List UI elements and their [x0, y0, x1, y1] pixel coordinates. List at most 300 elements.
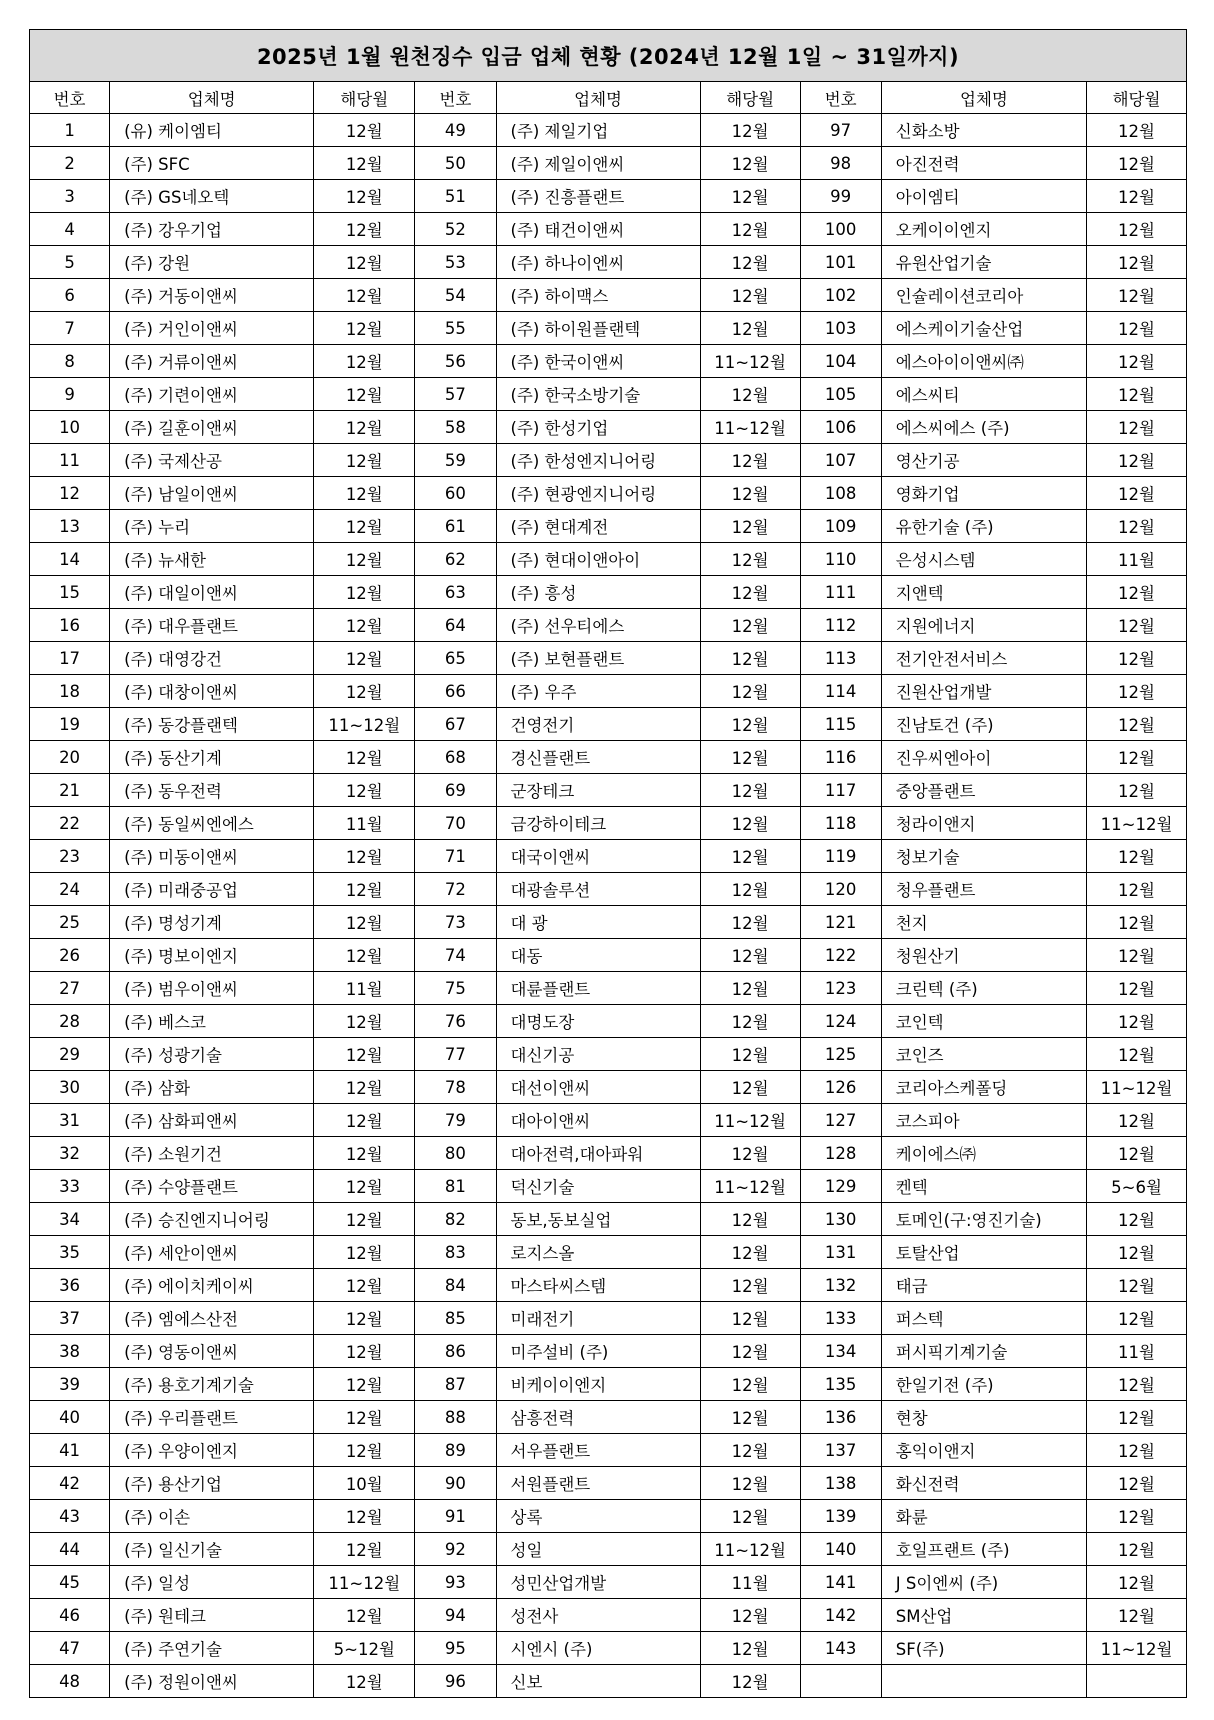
- row-number: 66: [415, 675, 496, 708]
- table-row: [30, 609, 1187, 642]
- row-number: 102: [800, 279, 881, 312]
- row-number: 68: [415, 741, 496, 774]
- applicable-month: 12월: [700, 1599, 800, 1632]
- company-name: 에스케이기술산업: [881, 312, 1086, 345]
- table-row: [30, 114, 1187, 147]
- company-name: (주) 제일이앤씨: [496, 147, 700, 180]
- company-name: 천지: [881, 906, 1086, 939]
- company-name: (주) 우양이엔지: [110, 1434, 314, 1467]
- company-name: 에스씨티: [881, 378, 1086, 411]
- row-number: 18: [30, 675, 110, 708]
- applicable-month: 12월: [314, 1368, 415, 1401]
- row-number: 89: [415, 1434, 496, 1467]
- company-name: 삼흥전력: [496, 1401, 700, 1434]
- applicable-month: 12월: [700, 609, 800, 642]
- row-number: 38: [30, 1335, 110, 1368]
- applicable-month: 12월: [314, 444, 415, 477]
- table-row: [30, 1104, 1187, 1137]
- applicable-month: 12월: [314, 1302, 415, 1335]
- applicable-month: 12월: [314, 1665, 415, 1698]
- row-number: 76: [415, 1005, 496, 1038]
- company-name: (주) 범우이앤씨: [110, 972, 314, 1005]
- applicable-month: 11~12월: [314, 708, 415, 741]
- applicable-month: 12월: [314, 312, 415, 345]
- company-name: (주) 한국소방기술: [496, 378, 700, 411]
- applicable-month: 12월: [1087, 1434, 1187, 1467]
- row-number: 82: [415, 1203, 496, 1236]
- company-name: (주) 동산기계: [110, 741, 314, 774]
- company-name: (주) 이손: [110, 1500, 314, 1533]
- applicable-month: 12월: [700, 840, 800, 873]
- company-name: 금강하이테크: [496, 807, 700, 840]
- company-name: (주) 엠에스산전: [110, 1302, 314, 1335]
- applicable-month: 12월: [700, 1137, 800, 1170]
- row-number: 134: [800, 1335, 881, 1368]
- applicable-month: 5~6월: [1087, 1170, 1187, 1203]
- row-number: 78: [415, 1071, 496, 1104]
- company-name: 미주설비 (주): [496, 1335, 700, 1368]
- row-number: 107: [800, 444, 881, 477]
- applicable-month: 11월: [314, 972, 415, 1005]
- company-name: J S이엔씨 (주): [881, 1566, 1086, 1599]
- company-name: (주) 명보이엔지: [110, 939, 314, 972]
- applicable-month: 11~12월: [700, 345, 800, 378]
- applicable-month: 12월: [1087, 444, 1187, 477]
- applicable-month: 12월: [700, 1236, 800, 1269]
- table-row: [30, 1302, 1187, 1335]
- company-name: (주) 한국이앤씨: [496, 345, 700, 378]
- row-number: 64: [415, 609, 496, 642]
- company-name: (주) 동일씨엔에스: [110, 807, 314, 840]
- row-number: 96: [415, 1665, 496, 1698]
- row-number: 116: [800, 741, 881, 774]
- company-name: (주) 대창이앤씨: [110, 675, 314, 708]
- company-name: 신보: [496, 1665, 700, 1698]
- table-row: [30, 1137, 1187, 1170]
- row-number: 69: [415, 774, 496, 807]
- row-number: [800, 1665, 881, 1698]
- table-row: [30, 477, 1187, 510]
- applicable-month: 12월: [700, 279, 800, 312]
- applicable-month: 12월: [700, 543, 800, 576]
- row-number: 92: [415, 1533, 496, 1566]
- header-company: 업체명: [496, 82, 700, 114]
- company-name: (주) 한성기업: [496, 411, 700, 444]
- row-number: 99: [800, 180, 881, 213]
- company-name: 청원산기: [881, 939, 1086, 972]
- applicable-month: 12월: [1087, 1269, 1187, 1302]
- table-row: [30, 1533, 1187, 1566]
- row-number: 16: [30, 609, 110, 642]
- company-name: 대륜플랜트: [496, 972, 700, 1005]
- row-number: 94: [415, 1599, 496, 1632]
- row-number: 34: [30, 1203, 110, 1236]
- applicable-month: 12월: [700, 147, 800, 180]
- company-name: 영화기업: [881, 477, 1086, 510]
- header-month: 해당월: [700, 82, 800, 114]
- applicable-month: 12월: [700, 708, 800, 741]
- applicable-month: 12월: [1087, 246, 1187, 279]
- applicable-month: 12월: [1087, 1599, 1187, 1632]
- header-number: 번호: [415, 82, 496, 114]
- company-name: 서우플랜트: [496, 1434, 700, 1467]
- applicable-month: 12월: [1087, 906, 1187, 939]
- applicable-month: 12월: [314, 873, 415, 906]
- applicable-month: 12월: [1087, 1005, 1187, 1038]
- applicable-month: 11~12월: [700, 1170, 800, 1203]
- applicable-month: 11~12월: [1087, 1071, 1187, 1104]
- company-name: 대아전력,대아파워: [496, 1137, 700, 1170]
- table-row: [30, 1071, 1187, 1104]
- row-number: 50: [415, 147, 496, 180]
- row-number: 41: [30, 1434, 110, 1467]
- company-name: (주) 명성기계: [110, 906, 314, 939]
- company-name: 대동: [496, 939, 700, 972]
- row-number: 139: [800, 1500, 881, 1533]
- applicable-month: 12월: [1087, 675, 1187, 708]
- applicable-month: 12월: [1087, 741, 1187, 774]
- company-name: 호일프랜트 (주): [881, 1533, 1086, 1566]
- company-name: 토탈산업: [881, 1236, 1086, 1269]
- company-name: (주) 일신기술: [110, 1533, 314, 1566]
- applicable-month: [1087, 1665, 1187, 1698]
- company-name: 은성시스템: [881, 543, 1086, 576]
- company-name: SM산업: [881, 1599, 1086, 1632]
- applicable-month: 11월: [1087, 1335, 1187, 1368]
- applicable-month: 12월: [314, 642, 415, 675]
- row-number: 6: [30, 279, 110, 312]
- applicable-month: 12월: [314, 246, 415, 279]
- row-number: 101: [800, 246, 881, 279]
- row-number: 58: [415, 411, 496, 444]
- row-number: 141: [800, 1566, 881, 1599]
- applicable-month: 12월: [314, 1236, 415, 1269]
- row-number: 103: [800, 312, 881, 345]
- row-number: 105: [800, 378, 881, 411]
- company-name: (주) GS네오텍: [110, 180, 314, 213]
- company-name: 현창: [881, 1401, 1086, 1434]
- table-row: [30, 972, 1187, 1005]
- row-number: 109: [800, 510, 881, 543]
- row-number: 17: [30, 642, 110, 675]
- company-name: 대광솔루션: [496, 873, 700, 906]
- row-number: 13: [30, 510, 110, 543]
- company-name: 켄텍: [881, 1170, 1086, 1203]
- applicable-month: 12월: [700, 873, 800, 906]
- applicable-month: 12월: [314, 609, 415, 642]
- applicable-month: 12월: [1087, 510, 1187, 543]
- row-number: 28: [30, 1005, 110, 1038]
- company-name: 동보,동보실업: [496, 1203, 700, 1236]
- row-number: 81: [415, 1170, 496, 1203]
- table-row: [30, 576, 1187, 609]
- row-number: 62: [415, 543, 496, 576]
- applicable-month: 12월: [700, 1467, 800, 1500]
- row-number: 9: [30, 378, 110, 411]
- company-name: 토메인(구:영진기술): [881, 1203, 1086, 1236]
- company-name: (주) SFC: [110, 147, 314, 180]
- table-row: [30, 1665, 1187, 1698]
- applicable-month: 12월: [1087, 1104, 1187, 1137]
- applicable-month: 12월: [314, 774, 415, 807]
- company-name: 중앙플랜트: [881, 774, 1086, 807]
- row-number: 125: [800, 1038, 881, 1071]
- row-number: 108: [800, 477, 881, 510]
- header-number: 번호: [30, 82, 110, 114]
- table-row: [30, 840, 1187, 873]
- applicable-month: 12월: [700, 1071, 800, 1104]
- company-name: 진남토건 (주): [881, 708, 1086, 741]
- applicable-month: 12월: [314, 1533, 415, 1566]
- table-row: [30, 1632, 1187, 1665]
- row-number: 133: [800, 1302, 881, 1335]
- applicable-month: 12월: [700, 180, 800, 213]
- applicable-month: 12월: [1087, 642, 1187, 675]
- row-number: 137: [800, 1434, 881, 1467]
- company-name: 경신플랜트: [496, 741, 700, 774]
- applicable-month: 12월: [700, 444, 800, 477]
- applicable-month: 12월: [700, 741, 800, 774]
- company-name: 청라이앤지: [881, 807, 1086, 840]
- row-number: 61: [415, 510, 496, 543]
- applicable-month: 12월: [1087, 279, 1187, 312]
- row-number: 74: [415, 939, 496, 972]
- row-number: 27: [30, 972, 110, 1005]
- row-number: 63: [415, 576, 496, 609]
- company-name: (주) 보현플랜트: [496, 642, 700, 675]
- company-name: (주) 소원기건: [110, 1137, 314, 1170]
- table-row: [30, 312, 1187, 345]
- company-name: (주) 국제산공: [110, 444, 314, 477]
- applicable-month: 12월: [1087, 840, 1187, 873]
- applicable-month: 11~12월: [1087, 1632, 1187, 1665]
- company-name: (주) 삼화: [110, 1071, 314, 1104]
- applicable-month: 12월: [1087, 1137, 1187, 1170]
- company-name: 진원산업개발: [881, 675, 1086, 708]
- row-number: 19: [30, 708, 110, 741]
- applicable-month: 12월: [700, 576, 800, 609]
- applicable-month: 12월: [1087, 147, 1187, 180]
- applicable-month: 12월: [700, 1038, 800, 1071]
- table-row: [30, 1500, 1187, 1533]
- row-number: 14: [30, 543, 110, 576]
- company-name: (주) 하이맥스: [496, 279, 700, 312]
- table-row: [30, 510, 1187, 543]
- company-name: (주) 대일이앤씨: [110, 576, 314, 609]
- applicable-month: 12월: [1087, 213, 1187, 246]
- company-name: 아진전력: [881, 147, 1086, 180]
- company-name: (주) 용산기업: [110, 1467, 314, 1500]
- row-number: 5: [30, 246, 110, 279]
- company-name: 오케이이엔지: [881, 213, 1086, 246]
- applicable-month: 12월: [314, 114, 415, 147]
- applicable-month: 12월: [700, 1632, 800, 1665]
- company-name: 에스씨에스 (주): [881, 411, 1086, 444]
- company-name: (주) 현광엔지니어링: [496, 477, 700, 510]
- applicable-month: 12월: [1087, 609, 1187, 642]
- applicable-month: 12월: [314, 477, 415, 510]
- company-name: 청우플랜트: [881, 873, 1086, 906]
- applicable-month: 12월: [314, 1104, 415, 1137]
- row-number: 65: [415, 642, 496, 675]
- company-name: SF(주): [881, 1632, 1086, 1665]
- row-number: 57: [415, 378, 496, 411]
- applicable-month: 12월: [700, 1401, 800, 1434]
- company-name: (주) 진흥플랜트: [496, 180, 700, 213]
- applicable-month: 12월: [314, 675, 415, 708]
- applicable-month: 12월: [314, 510, 415, 543]
- table-row: [30, 642, 1187, 675]
- company-name: 크린텍 (주): [881, 972, 1086, 1005]
- row-number: 21: [30, 774, 110, 807]
- company-name: 성민산업개발: [496, 1566, 700, 1599]
- applicable-month: 12월: [1087, 1500, 1187, 1533]
- applicable-month: 12월: [700, 939, 800, 972]
- company-name: 시엔시 (주): [496, 1632, 700, 1665]
- table-row: [30, 279, 1187, 312]
- row-number: 140: [800, 1533, 881, 1566]
- row-number: 119: [800, 840, 881, 873]
- row-number: 115: [800, 708, 881, 741]
- company-name: (주) 누리: [110, 510, 314, 543]
- applicable-month: 12월: [314, 939, 415, 972]
- table-row: [30, 1467, 1187, 1500]
- applicable-month: 12월: [1087, 1302, 1187, 1335]
- applicable-month: 12월: [1087, 873, 1187, 906]
- row-number: 117: [800, 774, 881, 807]
- company-name: 대국이앤씨: [496, 840, 700, 873]
- applicable-month: 12월: [1087, 708, 1187, 741]
- applicable-month: 5~12월: [314, 1632, 415, 1665]
- company-name: (주) 성광기술: [110, 1038, 314, 1071]
- company-name: (주) 미래중공업: [110, 873, 314, 906]
- company-name: 전기안전서비스: [881, 642, 1086, 675]
- applicable-month: 11월: [314, 807, 415, 840]
- row-number: 131: [800, 1236, 881, 1269]
- applicable-month: 12월: [1087, 1203, 1187, 1236]
- applicable-month: 12월: [700, 906, 800, 939]
- company-name: 성일: [496, 1533, 700, 1566]
- table-row: [30, 1005, 1187, 1038]
- applicable-month: 12월: [1087, 972, 1187, 1005]
- company-name: 지앤텍: [881, 576, 1086, 609]
- row-number: 45: [30, 1566, 110, 1599]
- company-name: 비케이이엔지: [496, 1368, 700, 1401]
- applicable-month: 12월: [700, 774, 800, 807]
- applicable-month: 12월: [314, 1500, 415, 1533]
- company-name: 대신기공: [496, 1038, 700, 1071]
- applicable-month: 12월: [1087, 345, 1187, 378]
- applicable-month: 12월: [314, 906, 415, 939]
- company-name: 군장테크: [496, 774, 700, 807]
- company-name: 대아이앤씨: [496, 1104, 700, 1137]
- table-row: [30, 378, 1187, 411]
- row-number: 42: [30, 1467, 110, 1500]
- applicable-month: 12월: [314, 741, 415, 774]
- company-name: 지원에너지: [881, 609, 1086, 642]
- company-name: 인슐레이션코리아: [881, 279, 1086, 312]
- applicable-month: 12월: [1087, 939, 1187, 972]
- row-number: 85: [415, 1302, 496, 1335]
- row-number: 123: [800, 972, 881, 1005]
- row-number: 73: [415, 906, 496, 939]
- row-number: 118: [800, 807, 881, 840]
- table-row: [30, 939, 1187, 972]
- row-number: 138: [800, 1467, 881, 1500]
- company-name: 화륜: [881, 1500, 1086, 1533]
- applicable-month: 12월: [700, 114, 800, 147]
- company-name: 화신전력: [881, 1467, 1086, 1500]
- applicable-month: 12월: [314, 1401, 415, 1434]
- company-name: 유한기술 (주): [881, 510, 1086, 543]
- applicable-month: 11~12월: [1087, 807, 1187, 840]
- company-name: (주) 동우전력: [110, 774, 314, 807]
- company-name: 대 광: [496, 906, 700, 939]
- row-number: 24: [30, 873, 110, 906]
- row-number: 70: [415, 807, 496, 840]
- table-row: [30, 1599, 1187, 1632]
- table-row: [30, 1203, 1187, 1236]
- header-month: 해당월: [1087, 82, 1187, 114]
- table-row: [30, 147, 1187, 180]
- row-number: 2: [30, 147, 110, 180]
- applicable-month: 12월: [700, 378, 800, 411]
- company-name: 코인텍: [881, 1005, 1086, 1038]
- company-name: (주) 베스코: [110, 1005, 314, 1038]
- applicable-month: 12월: [314, 1269, 415, 1302]
- company-name: 상록: [496, 1500, 700, 1533]
- row-number: 26: [30, 939, 110, 972]
- row-number: 25: [30, 906, 110, 939]
- row-number: 12: [30, 477, 110, 510]
- applicable-month: 12월: [314, 1071, 415, 1104]
- row-number: 111: [800, 576, 881, 609]
- row-number: 143: [800, 1632, 881, 1665]
- applicable-month: 12월: [314, 378, 415, 411]
- row-number: 124: [800, 1005, 881, 1038]
- table-row: [30, 774, 1187, 807]
- applicable-month: 12월: [1087, 1236, 1187, 1269]
- row-number: 40: [30, 1401, 110, 1434]
- row-number: 122: [800, 939, 881, 972]
- row-number: 71: [415, 840, 496, 873]
- applicable-month: 12월: [1087, 180, 1187, 213]
- table-row: [30, 1335, 1187, 1368]
- table-row: [30, 1170, 1187, 1203]
- row-number: 120: [800, 873, 881, 906]
- row-number: 53: [415, 246, 496, 279]
- applicable-month: 12월: [700, 1302, 800, 1335]
- company-name: (주) 선우티에스: [496, 609, 700, 642]
- row-number: 56: [415, 345, 496, 378]
- company-name: (주) 거류이앤씨: [110, 345, 314, 378]
- row-number: 51: [415, 180, 496, 213]
- company-name: (주) 에이치케이씨: [110, 1269, 314, 1302]
- applicable-month: 12월: [700, 312, 800, 345]
- row-number: 29: [30, 1038, 110, 1071]
- table-row: [30, 807, 1187, 840]
- row-number: 97: [800, 114, 881, 147]
- row-number: 83: [415, 1236, 496, 1269]
- applicable-month: 12월: [314, 840, 415, 873]
- table-row: [30, 411, 1187, 444]
- company-name: 로지스올: [496, 1236, 700, 1269]
- row-number: 130: [800, 1203, 881, 1236]
- table-row: [30, 180, 1187, 213]
- row-number: 128: [800, 1137, 881, 1170]
- applicable-month: 12월: [314, 147, 415, 180]
- company-name: 퍼스텍: [881, 1302, 1086, 1335]
